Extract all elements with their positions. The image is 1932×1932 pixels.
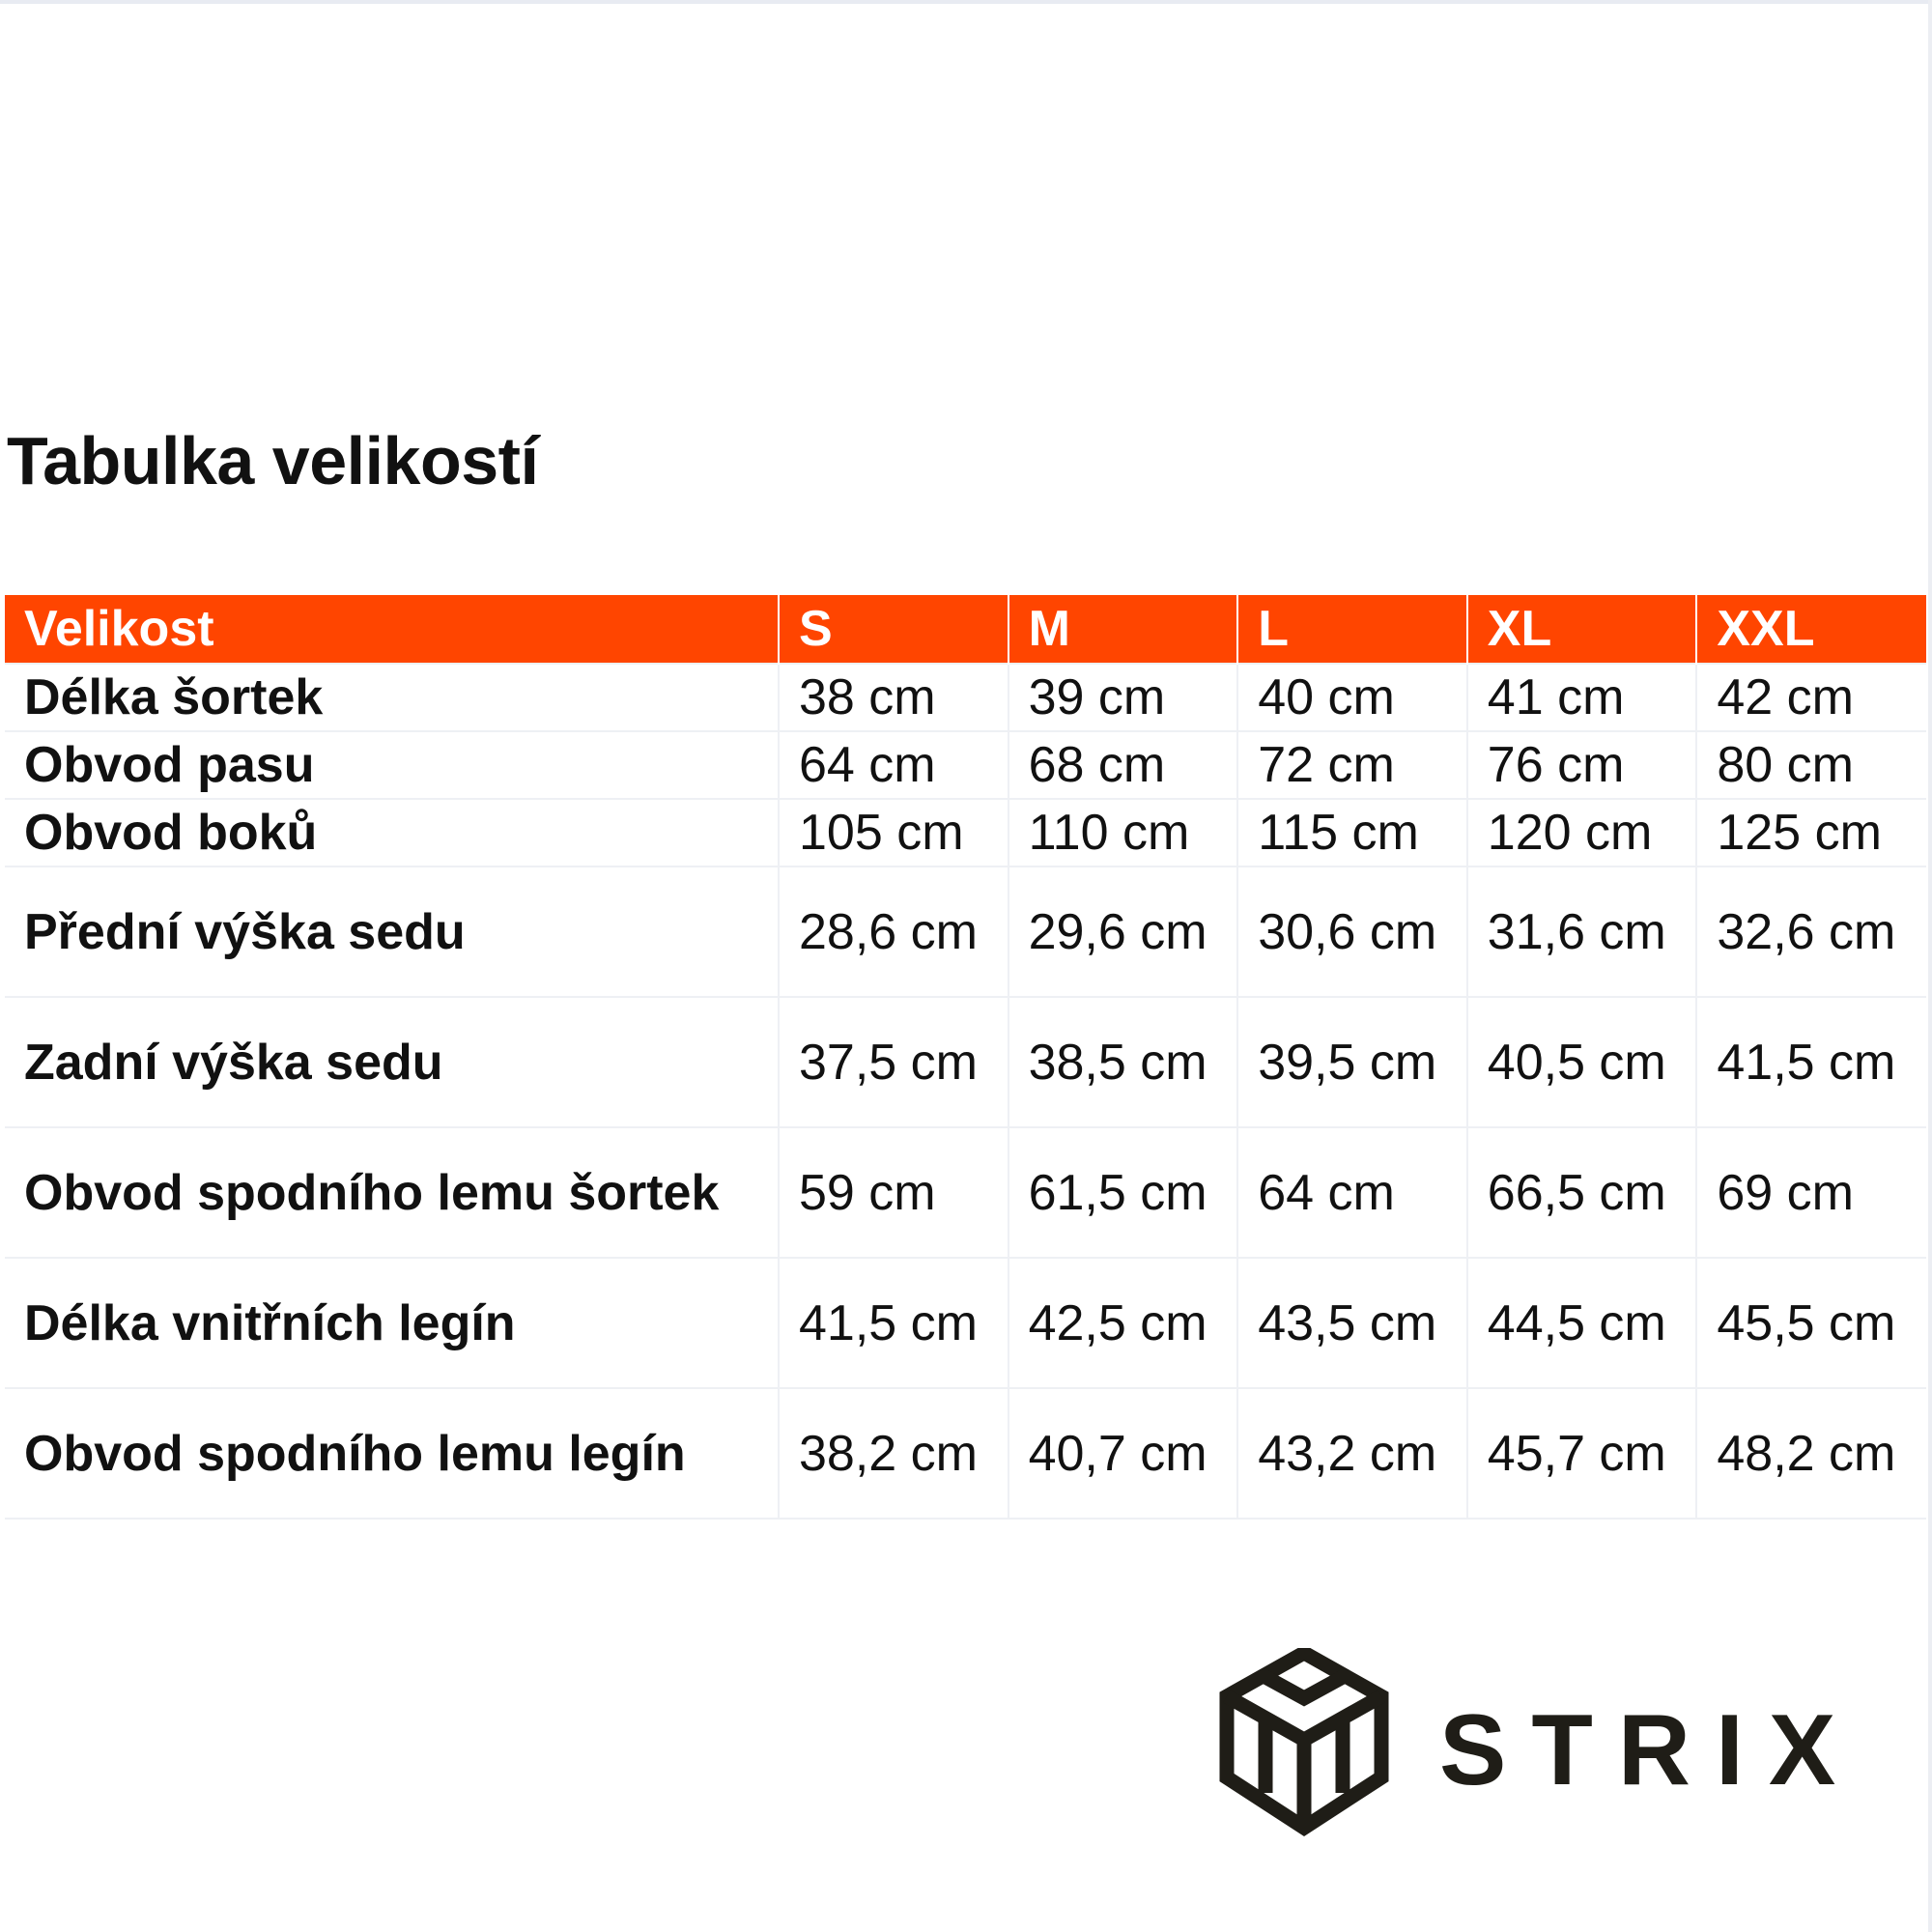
table-cell: [1009, 664, 1238, 731]
cell-value: 105 cm: [799, 805, 964, 861]
table-cell: [1009, 731, 1238, 799]
cell-value: 37,5 cm: [799, 1034, 978, 1091]
cell-value: 61,5 cm: [1028, 1164, 1208, 1221]
cell-value: 41,5 cm: [1717, 1034, 1896, 1091]
table-cell: [1009, 1258, 1238, 1388]
size-chart-table: [5, 595, 1926, 1520]
cell-value: 32,6 cm: [1717, 903, 1896, 960]
header-cell-size-label: Velikost: [5, 595, 779, 664]
cell-value: 38,2 cm: [799, 1425, 978, 1482]
table-cell: [1696, 664, 1926, 731]
cell-value: 42,5 cm: [1028, 1294, 1208, 1351]
table-cell: [1696, 731, 1926, 799]
table-row: [5, 664, 1926, 731]
cell-value: 64 cm: [799, 737, 936, 793]
table-cell: [1237, 799, 1467, 867]
table-cell: [779, 867, 1009, 997]
table-cell: [1237, 1258, 1467, 1388]
cell-value: 40,7 cm: [1028, 1425, 1208, 1482]
cell-value: 38,5 cm: [1028, 1034, 1208, 1091]
cell-value: 30,6 cm: [1258, 903, 1437, 960]
table-cell: [1009, 867, 1238, 997]
row-label: Přední výška sedu: [5, 867, 779, 997]
cell-value: 69 cm: [1717, 1164, 1854, 1221]
table-cell: [1696, 1388, 1926, 1519]
table-cell: [1467, 799, 1697, 867]
table-cell: [1467, 1127, 1697, 1258]
cell-value: 42 cm: [1717, 669, 1854, 725]
cell-value: 41,5 cm: [799, 1294, 978, 1351]
table-row: [5, 1258, 1926, 1388]
row-label: Zadní výška sedu: [5, 997, 779, 1127]
table-cell: [1237, 1127, 1467, 1258]
cell-value: 43,2 cm: [1258, 1425, 1437, 1482]
cell-value: 80 cm: [1717, 737, 1854, 793]
cell-value: 59 cm: [799, 1164, 936, 1221]
cell-value: 64 cm: [1258, 1164, 1395, 1221]
cell-value: 72 cm: [1258, 737, 1395, 793]
table-cell: [779, 1258, 1009, 1388]
cell-value: 38 cm: [799, 669, 936, 725]
row-label: Délka šortek: [5, 664, 779, 731]
table-cell: [779, 731, 1009, 799]
row-label: Obvod pasu: [5, 731, 779, 799]
cell-value: 39 cm: [1028, 669, 1166, 725]
table-cell: [1467, 731, 1697, 799]
row-label: Obvod boků: [5, 799, 779, 867]
brand-name: STRIX: [1439, 1694, 1861, 1806]
table-cell: [1237, 1388, 1467, 1519]
cell-value: 29,6 cm: [1028, 903, 1208, 960]
table-cell: [1467, 867, 1697, 997]
table-cell: [1237, 731, 1467, 799]
cell-value: 68 cm: [1028, 737, 1166, 793]
cell-value: 28,6 cm: [799, 903, 978, 960]
cell-value: 125 cm: [1717, 805, 1882, 861]
header-cell-s: S: [779, 595, 1009, 664]
table-row: [5, 1388, 1926, 1519]
table-cell: [1009, 1127, 1238, 1258]
cell-value: 120 cm: [1487, 805, 1653, 861]
cell-value: 76 cm: [1487, 737, 1625, 793]
table-cell: [1237, 867, 1467, 997]
row-label: Obvod spodního lemu legín: [5, 1388, 779, 1519]
table-cell: [1237, 664, 1467, 731]
table-cell: [1467, 664, 1697, 731]
header-cell-xxl: XXL: [1696, 595, 1926, 664]
table-cell: [1467, 1388, 1697, 1519]
row-label: Délka vnitřních legín: [5, 1258, 779, 1388]
cell-value: 40,5 cm: [1487, 1034, 1666, 1091]
table-cell: [1009, 1388, 1238, 1519]
cell-value: 45,5 cm: [1717, 1294, 1896, 1351]
right-border: [1928, 0, 1932, 1932]
cell-value: 48,2 cm: [1717, 1425, 1896, 1482]
cell-value: 41 cm: [1487, 669, 1625, 725]
table-cell: [1696, 867, 1926, 997]
table-row: [5, 867, 1926, 997]
table-row: [5, 997, 1926, 1127]
table-cell: [1237, 997, 1467, 1127]
cell-value: 31,6 cm: [1487, 903, 1666, 960]
header-cell-xl: XL: [1467, 595, 1697, 664]
table-cell: [1696, 1127, 1926, 1258]
table-row: [5, 1127, 1926, 1258]
table-cell: [1696, 799, 1926, 867]
header-cell-l: L: [1237, 595, 1467, 664]
cell-value: 39,5 cm: [1258, 1034, 1437, 1091]
table-cell: [779, 1388, 1009, 1519]
table-header-row: [5, 595, 1926, 664]
cell-value: 45,7 cm: [1487, 1425, 1666, 1482]
cell-value: 44,5 cm: [1487, 1294, 1666, 1351]
table-row: [5, 731, 1926, 799]
table-cell: [779, 799, 1009, 867]
cell-value: 115 cm: [1258, 805, 1419, 861]
page-title: Tabulka velikostí: [7, 423, 539, 498]
table-cell: [779, 1127, 1009, 1258]
table-cell: [1696, 997, 1926, 1127]
row-label: Obvod spodního lemu šortek: [5, 1127, 779, 1258]
table-cell: [1696, 1258, 1926, 1388]
cell-value: 43,5 cm: [1258, 1294, 1437, 1351]
table-cell: [1009, 997, 1238, 1127]
table-cell: [779, 997, 1009, 1127]
header-cell-m: M: [1009, 595, 1238, 664]
cell-value: 40 cm: [1258, 669, 1395, 725]
cell-value: 110 cm: [1028, 805, 1190, 861]
strix-cube-logo-icon: [1209, 1648, 1399, 1837]
cell-value: 66,5 cm: [1487, 1164, 1666, 1221]
table-cell: [1467, 1258, 1697, 1388]
table-cell: [779, 664, 1009, 731]
table-cell: [1467, 997, 1697, 1127]
table-row: [5, 799, 1926, 867]
brand-logo: [1209, 1648, 1886, 1841]
table-cell: [1009, 799, 1238, 867]
top-border: [0, 0, 1932, 4]
